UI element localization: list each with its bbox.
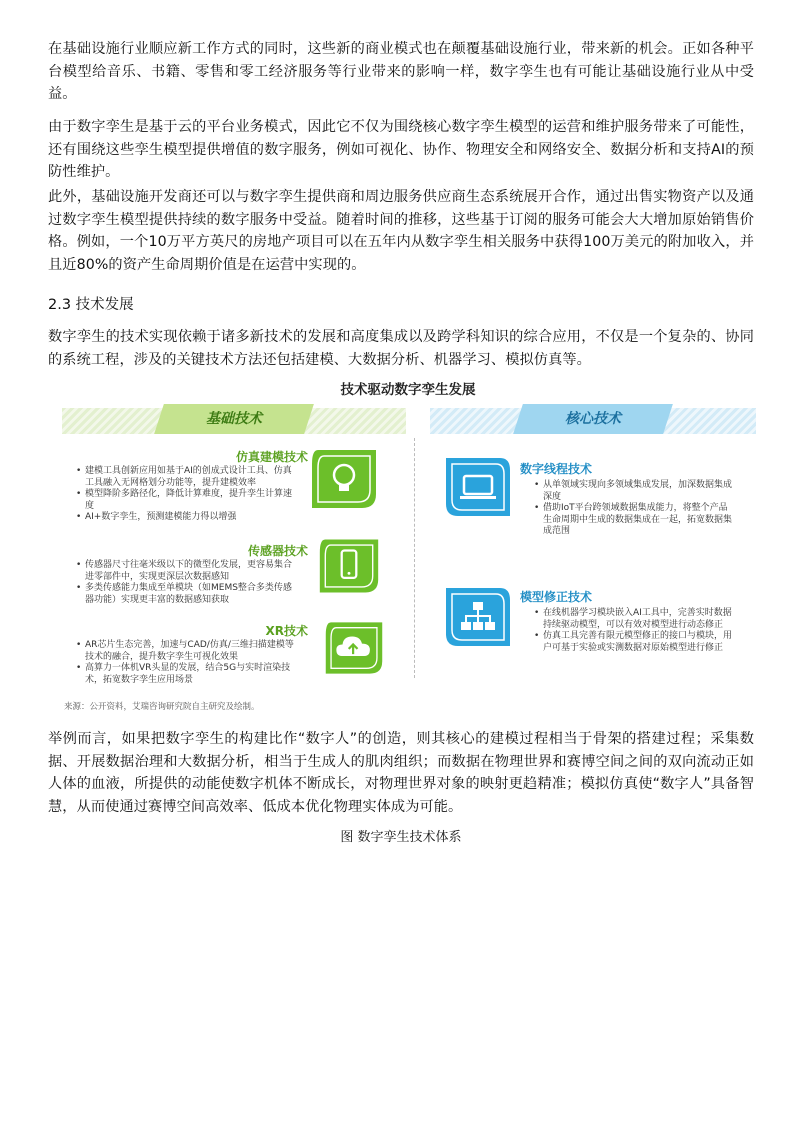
smartphone-icon (318, 536, 380, 596)
figure-source: 来源：公开资料，艾瑞咨询研究院自主研究及绘制。 (64, 702, 260, 712)
sensor-tech-title: 传感器技术 (247, 544, 308, 558)
bullet: • 从单领域实现向多领域集成发展，加深数据集成深度 (534, 480, 734, 503)
closing-paragraph: 举例而言，如果把数字孪生的构建比作“数字人”的创造，则其核心的建模过程相当于骨架的搭建过程；采集数据、开展数据治理和大数据分析，相当于生成人的肌肉组织；而数据在物理世界和赛博空间之间的双向流动正如人体的血液，所提供的动能使数字机体不断成长，对物理世界对象的映射更趋精准；模拟仿真使“数字人”具备智慧，从而使通过赛博空间高效率、低成本优化物理实体成为可能。 (48, 731, 754, 815)
foundation-tag (154, 404, 314, 434)
figure-caption: 图 数字孪生技术体系 (340, 830, 462, 845)
lightbulb-icon (310, 448, 378, 510)
core-tag (513, 404, 673, 434)
digital-thread-bullets (534, 480, 734, 538)
panel-divider (414, 438, 415, 678)
core-tag-label: 核心技术 (565, 411, 621, 427)
model-correction-bullets (534, 608, 734, 654)
digital-thread-title: 数字线程技术 (520, 462, 593, 476)
section-heading: 2.3 技术发展 (48, 297, 134, 313)
intro-paragraph: 数字孪生的技术实现依赖于诸多新技术的发展和高度集成以及跨学科知识的综合应用，不仅是一个复杂的、协同的系统工程，涉及的关键技术方法还包括建模、大数据分析、机器学习、模拟仿真等。 (48, 329, 754, 368)
bullet: • 传感器尺寸往毫米级以下的微型化发展，更容易集合进零部件中，实现更深层次数据感知 (76, 560, 296, 583)
cloud-upload-icon (324, 618, 384, 678)
xr-tech-bullets (76, 640, 296, 686)
hierarchy-icon (444, 586, 512, 648)
technology-figure (58, 378, 758, 718)
monitor-icon (444, 456, 512, 518)
bullet: • 建模工具创新应用如基于AI的创成式设计工具、仿真工具融入无网格划分功能等，提升建模效率 (76, 466, 296, 489)
bullet: • 多类传感能力集成至单模块（如MEMS整合多类传感器功能）实现更丰富的数据感知获取 (76, 583, 296, 606)
model-correction-title: 模型修正技术 (520, 590, 593, 604)
figure-title: 技术驱动数字孪生发展 (340, 382, 476, 398)
bullet: • 高算力一体机VR头显的发展，结合5G与实时渲染技术，拓宽数字孪生应用场景 (76, 663, 296, 686)
xr-tech-title: XR技术 (265, 624, 308, 638)
core-tech-panel (430, 404, 756, 684)
bullet: • 模型降阶多路径化，降低计算难度，提升孪生计算速度 (76, 489, 296, 512)
bullet: • 在线机器学习模块嵌入AI工具中，完善实时数据持续驱动模型，可以有效对模型进行动态修正 (534, 608, 734, 631)
bullet: • 借助IoT平台跨领域数据集成能力，将整个产品生命周期中生成的数据集成在一起，拓宽数据集成范围 (534, 503, 734, 538)
foundation-tag-label: 基础技术 (206, 411, 262, 427)
paragraph-2: 由于数字孪生是基于云的平台业务模式，因此它不仅为围绕核心数字孪生模型的运营和维护服务带来了可能性，还有围绕这些孪生模型提供增值的数字服务，例如可视化、协作、物理安全和网络安全、数据分析和支持AI的预防性维护。 (48, 119, 754, 180)
simulation-modeling-title: 仿真建模技术 (235, 450, 308, 464)
bullet: • AR芯片生态完善，加速与CAD/仿真/三维扫描建模等技术的融合，提升数字孪生可视化效果 (76, 640, 296, 663)
simulation-modeling-bullets (76, 466, 296, 524)
bullet: • 仿真工具完善有限元模型修正的接口与模块，用户可基于实验或实测数据对原始模型进行修正 (534, 631, 734, 654)
bullet: • AI+数字孪生，预测建模能力得以增强 (76, 512, 296, 524)
paragraph-3: 此外，基础设施开发商还可以与数字孪生提供商和周边服务供应商生态系统展开合作，通过出售实物资产以及通过数字孪生模型提供持续的数字服务中受益。随着时间的推移，这些基于订阅的服务可能会大大增加原始销售价格。例如，一个10万平方英尺的房地产项目可以在五年内从数字孪生相关服务中获得100万美元的附加收入，并且近80%的资产生命周期价值是在运营中实现的。 (48, 189, 754, 273)
sensor-tech-bullets (76, 560, 296, 606)
foundation-tech-panel (62, 404, 406, 684)
paragraph-1: 在基础设施行业顺应新工作方式的同时，这些新的商业模式也在颠覆基础设施行业，带来新的机会。正如各种平台模型给音乐、书籍、零售和零工经济服务等行业带来的影响一样，数字孪生也有可能让基础设施行业从中受益。 (48, 41, 754, 102)
